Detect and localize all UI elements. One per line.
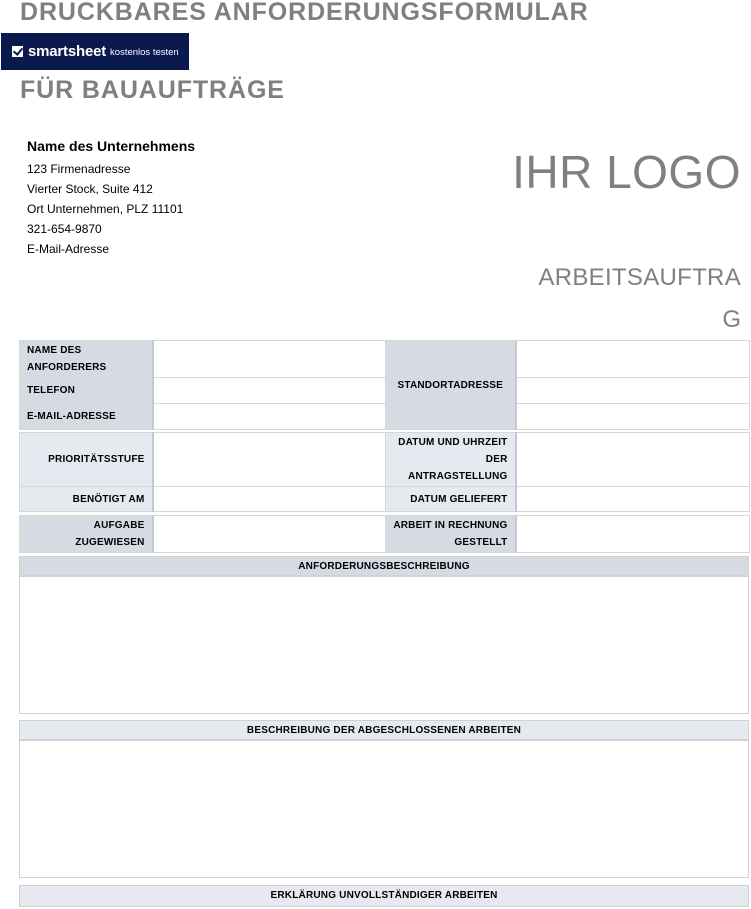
site-address-field-1[interactable] xyxy=(516,341,750,378)
requester-name-label: NAME DES ANFORDERERS xyxy=(20,341,153,378)
needed-by-field[interactable] xyxy=(153,487,386,512)
request-datetime-label: DATUM UND UHRZEIT DER ANTRAGSTELLUNG xyxy=(386,433,516,487)
requester-table xyxy=(19,340,750,430)
company-address1: 123 Firmenadresse xyxy=(27,162,131,176)
priority-label: PRIORITÄTSSTUFE xyxy=(20,433,153,487)
completed-work-section xyxy=(19,720,749,878)
invoiced-field[interactable] xyxy=(516,516,750,553)
requester-name-field[interactable] xyxy=(153,341,386,378)
site-address-field-2[interactable] xyxy=(516,378,750,404)
incomplete-work-header: ERKLÄRUNG UNVOLLSTÄNDIGER ARBEITEN xyxy=(20,886,748,906)
invoiced-label: ARBEIT IN RECHNUNG GESTELLT xyxy=(386,516,516,553)
checkbox-icon xyxy=(12,46,23,57)
site-address-field-3[interactable] xyxy=(516,404,750,430)
email-field[interactable] xyxy=(153,404,386,430)
company-city: Ort Unternehmen, PLZ 11101 xyxy=(27,202,184,216)
assigned-label: AUFGABE ZUGEWIESEN xyxy=(20,516,153,553)
site-address-label: STANDORTADRESSE xyxy=(386,341,516,430)
doc-type-line2: G xyxy=(722,306,741,333)
request-description-section xyxy=(19,556,749,714)
doc-type-line1: ARBEITSAUFTRA xyxy=(538,264,741,291)
delivered-date-field[interactable] xyxy=(516,487,750,512)
assignment-table xyxy=(19,515,750,553)
company-info xyxy=(27,138,195,259)
phone-label: TELEFON xyxy=(20,378,153,404)
incomplete-work-section xyxy=(19,885,749,907)
logo-placeholder: IHR LOGO xyxy=(512,146,741,198)
smartsheet-banner[interactable] xyxy=(1,33,189,70)
request-description-field[interactable] xyxy=(20,577,748,713)
company-phone: 321-654-9870 xyxy=(27,222,102,236)
company-name: Name des Unternehmens xyxy=(27,138,196,154)
banner-brand: smartsheet xyxy=(28,43,107,60)
completed-work-header: BESCHREIBUNG DER ABGESCHLOSSENEN ARBEITEN xyxy=(20,721,748,741)
request-description-header: ANFORDERUNGSBESCHREIBUNG xyxy=(20,557,748,577)
completed-work-field[interactable] xyxy=(20,741,748,877)
priority-table xyxy=(19,432,750,512)
company-email: E-Mail-Adresse xyxy=(27,242,110,256)
needed-by-label: BENÖTIGT AM xyxy=(20,487,153,512)
phone-field[interactable] xyxy=(153,378,386,404)
banner-cta: kostenlos testen xyxy=(110,47,179,58)
email-label: E-MAIL-ADRESSE xyxy=(20,404,153,430)
form-title-line1: DRUCKBARES ANFORDERUNGSFORMULAR xyxy=(20,0,589,26)
company-address2: Vierter Stock, Suite 412 xyxy=(27,182,153,196)
request-datetime-field[interactable] xyxy=(516,433,750,487)
assigned-field[interactable] xyxy=(153,516,386,553)
priority-field[interactable] xyxy=(153,433,386,487)
delivered-date-label: DATUM GELIEFERT xyxy=(386,487,516,512)
form-title-line2: FÜR BAUAUFTRÄGE xyxy=(20,76,285,104)
